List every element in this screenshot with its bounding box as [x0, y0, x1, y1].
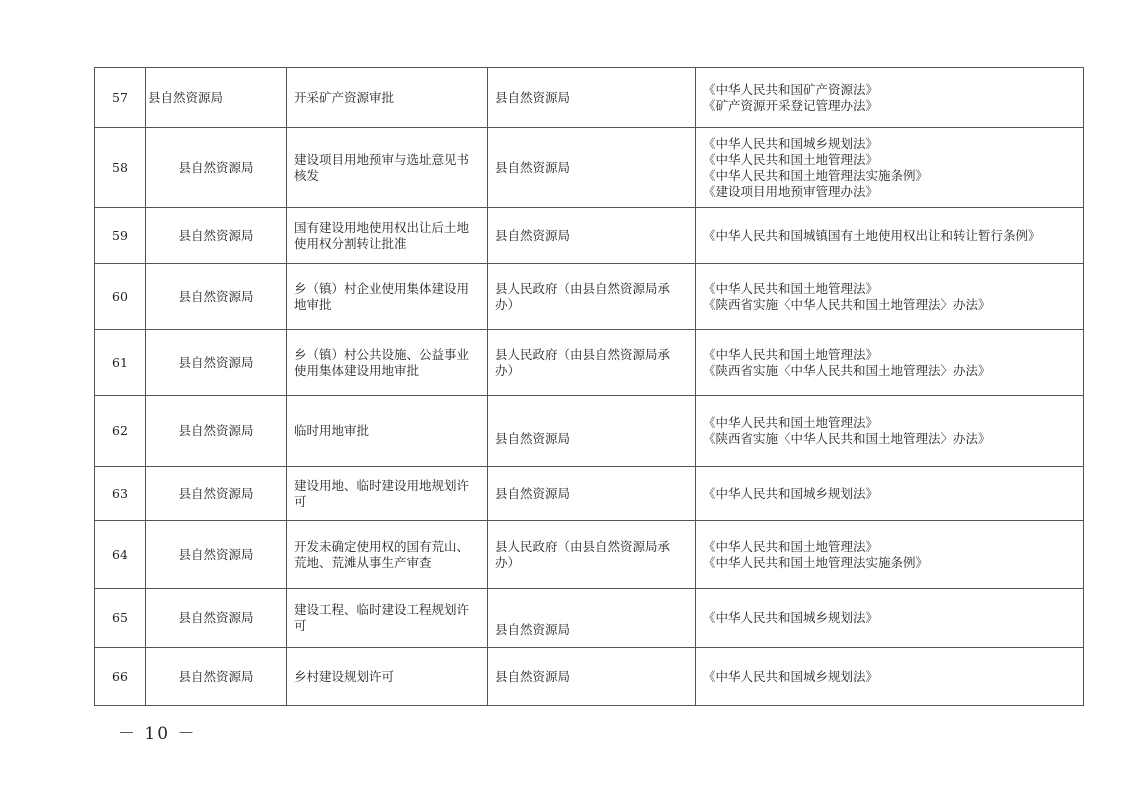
law-cell [696, 396, 1084, 467]
law-entry: 《中华人民共和国土地管理法》 [703, 280, 879, 296]
table-row [95, 521, 1084, 589]
permit-table [94, 67, 1084, 706]
organization-cell: 县自然资源局 [488, 467, 696, 521]
item-cell: 乡村建设规划许可 [287, 648, 488, 706]
row-number: 66 [95, 648, 146, 706]
item-cell: 临时用地审批 [287, 396, 488, 467]
row-number: 65 [95, 589, 146, 648]
item-cell: 乡（镇）村公共设施、公益事业使用集体建设用地审批 [287, 330, 488, 396]
law-entry: 《中华人民共和国城乡规划法》 [703, 135, 879, 151]
law-entry: 《建设项目用地预审管理办法》 [703, 183, 879, 199]
row-number: 61 [95, 330, 146, 396]
row-number: 57 [95, 68, 146, 128]
law-entry: 《陕西省实施〈中华人民共和国土地管理法〉办法》 [703, 431, 991, 446]
organization-cell: 县人民政府（由县自然资源局承办） [488, 521, 696, 589]
law-entry: 《中华人民共和国土地管理法实施条例》 [703, 554, 929, 570]
law-entry: 《中华人民共和国土地管理法实施条例》 [703, 167, 929, 183]
department-cell: 县自然资源局 [146, 208, 287, 264]
law-cell [696, 330, 1084, 396]
organization-cell: 县人民政府（由县自然资源局承办） [488, 330, 696, 396]
row-number: 63 [95, 467, 146, 521]
item-cell: 建设用地、临时建设用地规划许可 [287, 467, 488, 521]
item-cell: 国有建设用地使用权出让后土地使用权分割转让批准 [287, 208, 488, 264]
table-row [95, 648, 1084, 706]
table-row [95, 467, 1084, 521]
law-entry: 《中华人民共和国城乡规划法》 [703, 610, 879, 625]
organization-cell: 县自然资源局 [488, 589, 696, 648]
law-cell [696, 128, 1084, 208]
law-entry: 《中华人民共和国城乡规划法》 [703, 485, 879, 501]
law-cell [696, 208, 1084, 264]
page-number: － 10 － [118, 724, 197, 744]
item-cell: 乡（镇）村企业使用集体建设用地审批 [287, 264, 488, 330]
law-entry: 《中华人民共和国城镇国有土地使用权出让和转让暂行条例》 [703, 227, 1041, 243]
row-number: 64 [95, 521, 146, 589]
table-row [95, 128, 1084, 208]
department-cell: 县自然资源局 [146, 396, 287, 467]
law-entry: 《中华人民共和国城乡规划法》 [703, 668, 879, 684]
law-cell [696, 589, 1084, 648]
law-cell [696, 467, 1084, 521]
law-entry: 《中华人民共和国矿产资源法》 [703, 81, 879, 97]
organization-cell: 县自然资源局 [488, 396, 696, 467]
law-cell [696, 521, 1084, 589]
organization-cell: 县自然资源局 [488, 128, 696, 208]
organization-cell: 县自然资源局 [488, 68, 696, 128]
table-row [95, 330, 1084, 396]
organization-cell: 县自然资源局 [488, 208, 696, 264]
law-cell [696, 264, 1084, 330]
department-cell: 县自然资源局 [146, 467, 287, 521]
row-number: 62 [95, 396, 146, 467]
department-cell: 县自然资源局 [146, 648, 287, 706]
item-cell: 开发未确定使用权的国有荒山、荒地、荒滩从事生产审查 [287, 521, 488, 589]
row-number: 60 [95, 264, 146, 330]
item-cell: 开采矿产资源审批 [287, 68, 488, 128]
organization-cell: 县自然资源局 [488, 648, 696, 706]
department-cell: 县自然资源局 [146, 264, 287, 330]
table-row [95, 208, 1084, 264]
department-cell: 县自然资源局 [146, 521, 287, 589]
table-row [95, 589, 1084, 648]
table-row [95, 68, 1084, 128]
item-cell: 建设项目用地预审与选址意见书核发 [287, 128, 488, 208]
organization-cell: 县人民政府（由县自然资源局承办） [488, 264, 696, 330]
row-number: 58 [95, 128, 146, 208]
law-entry: 《中华人民共和国土地管理法》 [703, 151, 879, 167]
table-row [95, 396, 1084, 467]
law-entry: 《陕西省实施〈中华人民共和国土地管理法〉办法》 [703, 296, 991, 312]
law-entry: 《陕西省实施〈中华人民共和国土地管理法〉办法》 [703, 362, 991, 378]
law-cell [696, 648, 1084, 706]
law-entry: 《中华人民共和国土地管理法》 [703, 346, 879, 362]
department-cell: 县自然资源局 [146, 128, 287, 208]
row-number: 59 [95, 208, 146, 264]
law-entry: 《中华人民共和国土地管理法》 [703, 415, 879, 430]
law-entry: 《矿产资源开采登记管理办法》 [703, 97, 879, 113]
department-cell: 县自然资源局 [146, 589, 287, 648]
law-entry: 《中华人民共和国土地管理法》 [703, 538, 879, 554]
department-cell: 县自然资源局 [146, 68, 287, 128]
table-row [95, 264, 1084, 330]
item-cell: 建设工程、临时建设工程规划许可 [287, 589, 488, 648]
department-cell: 县自然资源局 [146, 330, 287, 396]
law-cell [696, 68, 1084, 128]
